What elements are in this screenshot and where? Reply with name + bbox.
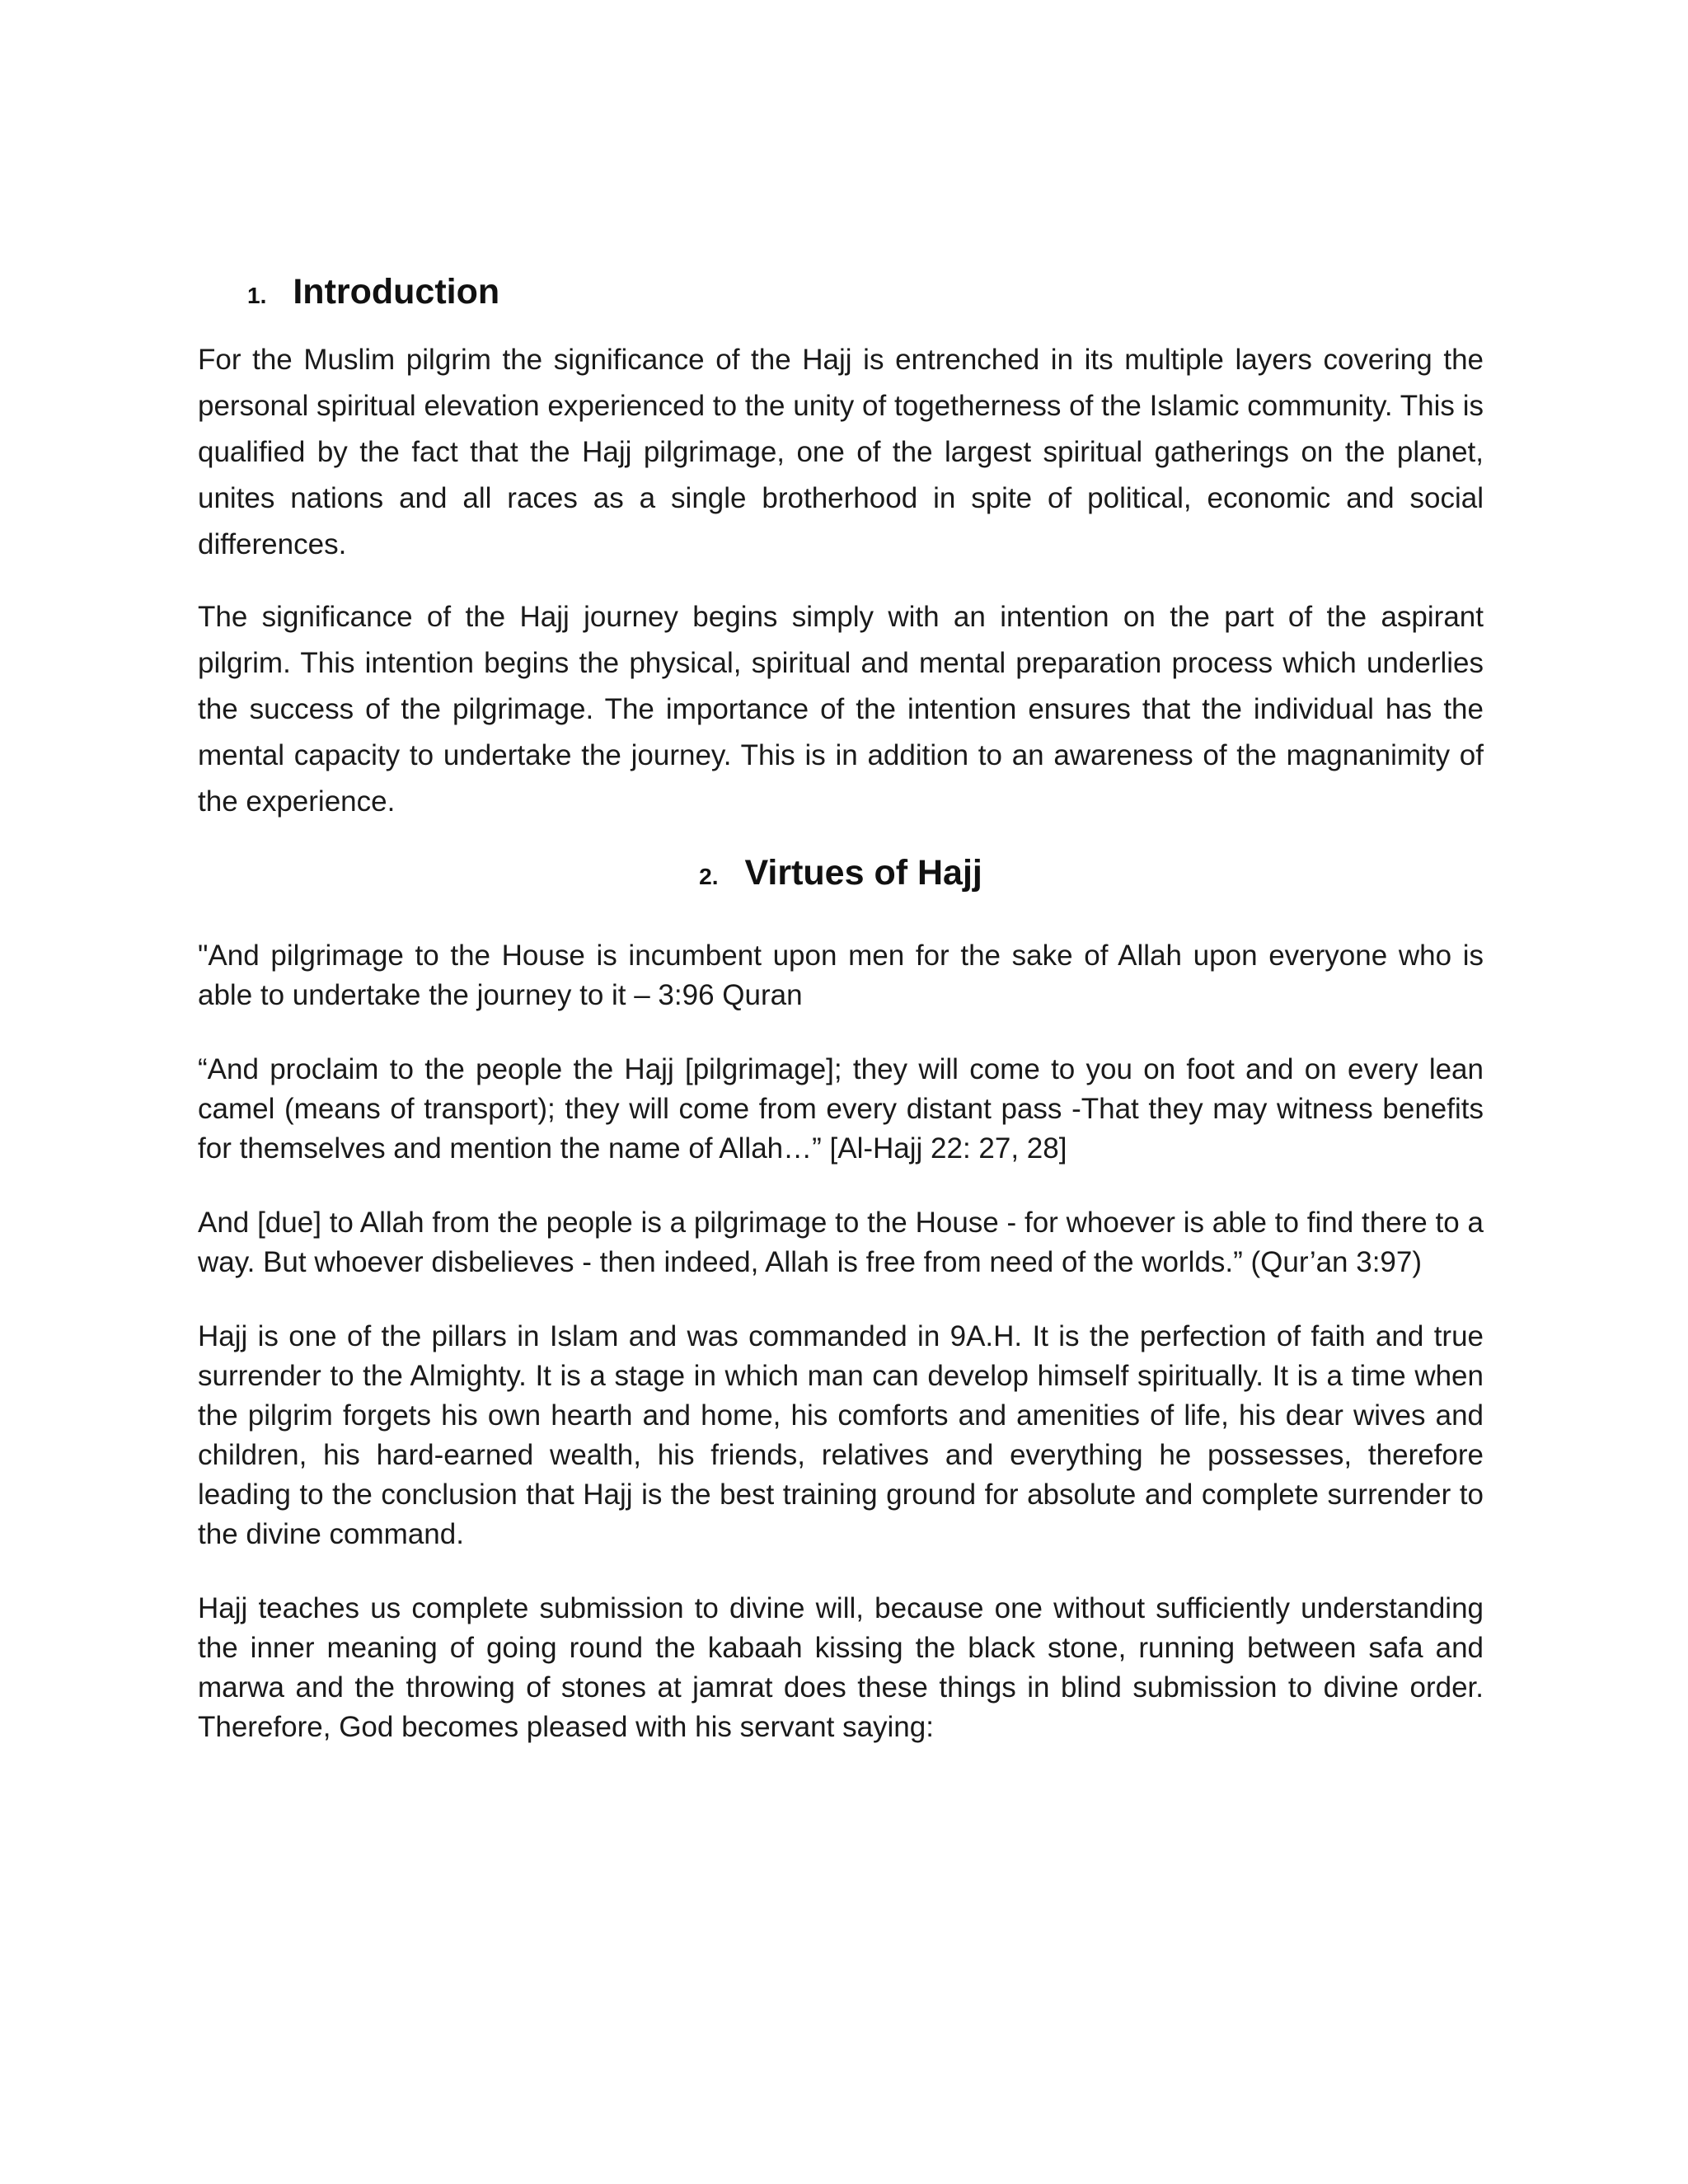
paragraph: Hajj teaches us complete submission to divine will, because one without sufficiently understanding the inner meaning of going round the kabaah kissing the black stone, running between safa and marwa and the throwing of stones at jamrat does these things in blind submission to divine order. Therefore, God becomes pleased with his servant saying: [198, 1592, 1484, 1743]
section-title: Virtues of Hajj [744, 853, 982, 893]
section-number: 1. [247, 283, 267, 308]
quote-paragraph: And [due] to Allah from the people is a pilgrimage to the House - for whoever is able to find there to a way. But whoever disbelieves - then indeed, Allah is free from need of the worlds.” (Qur’an 3:97) [198, 1207, 1484, 1278]
paragraph: The significance of the Hajj journey begins simply with an intention on the part of the aspirant pilgrim. This intention begins the physical, spiritual and mental preparation process which underlies the success of the pilgrimage. The importance of the intention ensures that the individual has the mental capacity to undertake the journey. This is in addition to an awareness of the magnanimity of the experience. [198, 601, 1484, 818]
section-title: Introduction [293, 272, 500, 312]
page-content [198, 272, 1484, 1747]
section-heading-introduction [198, 272, 1484, 312]
paragraph: Hajj is one of the pillars in Islam and was commanded in 9A.H. It is the perfection of faith and true surrender to the Almighty. It is a stage in which man can develop himself spiritually. It is a time when the pilgrim forgets his own hearth and home, his comforts and amenities of life, his dear wives and children, his hard-earned wealth, his friends, relatives and everything he possesses, therefore leading to the conclusion that Hajj is the best training ground for absolute and complete surrender to the divine command. [198, 1320, 1484, 1550]
section-number: 2. [699, 864, 719, 889]
introduction-body [198, 337, 1484, 825]
paragraph: For the Muslim pilgrim the significance of the Hajj is entrenched in its multiple layers covering the personal spiritual elevation experienced to the unity of togetherness of the Islamic community. This is qualified by the fact that the Hajj pilgrimage, one of the largest spiritual gatherings on the planet, unites nations and all races as a single brotherhood in spite of political, economic and social differences. [198, 344, 1484, 560]
quote-paragraph: “And proclaim to the people the Hajj [pilgrimage]; they will come to you on foot and on every lean camel (means of transport); they will come from every distant pass -That they may witness benefits for themselves and mention the name of Allah…” [Al-Hajj 22: 27, 28] [198, 1053, 1484, 1165]
quote-paragraph: "And pilgrimage to the House is incumbent upon men for the sake of Allah upon everyone who is able to undertake the journey to it – 3:96 Quran [198, 940, 1484, 1011]
section-heading-virtues [198, 853, 1484, 893]
virtues-body [198, 936, 1484, 1747]
